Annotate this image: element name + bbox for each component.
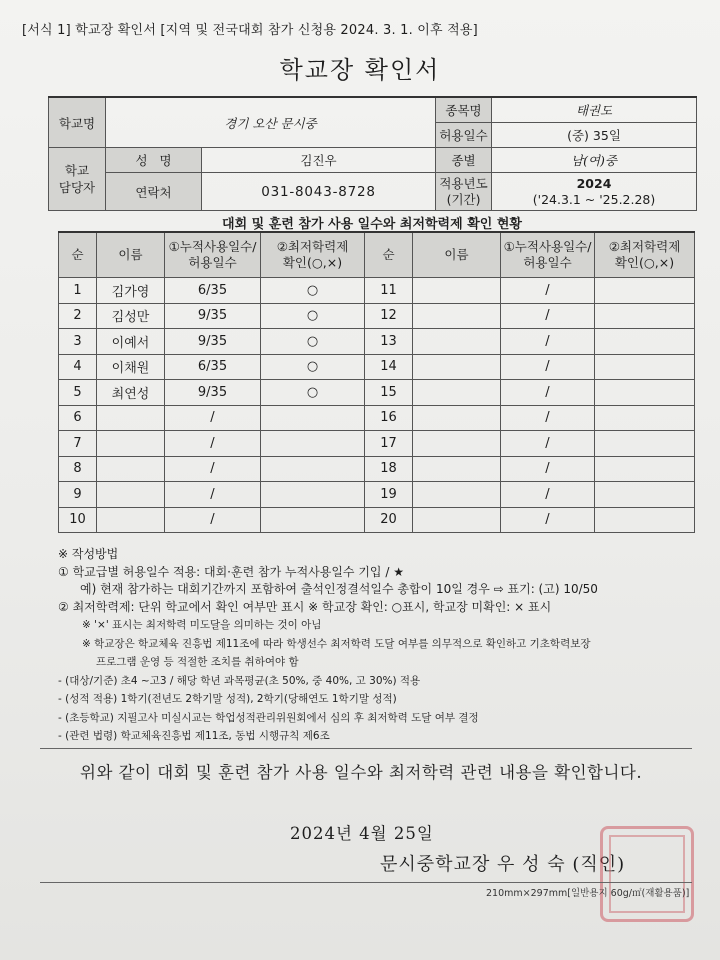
roster-check-cell bbox=[261, 456, 365, 482]
roster-table bbox=[58, 231, 695, 533]
year-label: 적용년도 (기간) bbox=[436, 173, 492, 211]
notes-heading: ※ 작성방법 bbox=[58, 547, 119, 561]
roster-name-cell bbox=[97, 431, 165, 457]
roster-name-cell bbox=[413, 380, 501, 406]
roster-no-cell: 3 bbox=[59, 329, 97, 355]
roster-no-cell: 6 bbox=[59, 405, 97, 431]
roster-check-cell bbox=[261, 431, 365, 457]
roster-header-row bbox=[59, 232, 695, 278]
roster-check-cell bbox=[595, 278, 695, 304]
roster-days-cell: 6/35 bbox=[165, 354, 261, 380]
roster-name-cell bbox=[413, 354, 501, 380]
header-name: 이름 bbox=[413, 232, 501, 278]
notes-section bbox=[58, 546, 698, 746]
roster-check-cell bbox=[261, 405, 365, 431]
roster-name-cell: 이예서 bbox=[97, 329, 165, 355]
roster-name-cell: 이채원 bbox=[97, 354, 165, 380]
roster-days-cell: / bbox=[501, 278, 595, 304]
roster-check-cell: ○ bbox=[261, 278, 365, 304]
header-no: 순 bbox=[59, 232, 97, 278]
roster-name-cell: 최연성 bbox=[97, 380, 165, 406]
roster-days-cell: / bbox=[501, 380, 595, 406]
form-tag: [서식 1] 학교장 확인서 [지역 및 전국대회 참가 신청용 2024. 3. 1. 이후 적용] bbox=[22, 23, 478, 38]
roster-days-cell: / bbox=[165, 482, 261, 508]
days-label: 허용일수 bbox=[436, 123, 492, 148]
info-table bbox=[48, 96, 697, 211]
roster-check-cell: ○ bbox=[261, 329, 365, 355]
roster-days-cell: / bbox=[501, 405, 595, 431]
roster-title: 대회 및 훈련 참가 사용 일수와 최저학력제 확인 현황 bbox=[222, 217, 522, 232]
roster-no-cell: 5 bbox=[59, 380, 97, 406]
roster-name-cell bbox=[413, 303, 501, 329]
roster-days-cell: 9/35 bbox=[165, 380, 261, 406]
roster-no-cell: 14 bbox=[365, 354, 413, 380]
roster-days-cell: / bbox=[501, 507, 595, 533]
roster-days-cell: / bbox=[165, 456, 261, 482]
issue-date: 2024년 4월 25일 bbox=[290, 824, 434, 843]
table-row bbox=[59, 278, 695, 304]
contact-label: 연락처 bbox=[106, 173, 202, 211]
roster-check-cell bbox=[595, 354, 695, 380]
roster-check-cell: ○ bbox=[261, 354, 365, 380]
roster-check-cell bbox=[595, 456, 695, 482]
days-value: (중) 35일 bbox=[492, 123, 697, 148]
teacher-label: 학교 담당자 bbox=[49, 148, 106, 211]
roster-no-cell: 13 bbox=[365, 329, 413, 355]
roster-name-cell bbox=[413, 405, 501, 431]
roster-no-cell: 16 bbox=[365, 405, 413, 431]
table-row bbox=[59, 431, 695, 457]
roster-no-cell: 18 bbox=[365, 456, 413, 482]
roster-no-cell: 12 bbox=[365, 303, 413, 329]
roster-name-cell bbox=[413, 456, 501, 482]
roster-check-cell bbox=[595, 380, 695, 406]
roster-check-cell bbox=[595, 405, 695, 431]
roster-days-cell: / bbox=[165, 405, 261, 431]
roster-days-cell: / bbox=[501, 456, 595, 482]
year-value: 2024 bbox=[576, 175, 612, 191]
period-value: ('24.3.1 ~ '25.2.28) bbox=[532, 191, 656, 207]
divider bbox=[40, 748, 692, 749]
school-value: 경기 오산 문시중 bbox=[106, 97, 436, 148]
bullet-2: - (성적 적용) 1학기(전년도 2학기말 성적), 2학기(당해연도 1학기말 성적) bbox=[58, 693, 397, 705]
bullet-1: - (대상/기준) 초4 ~고3 / 해당 학년 과목평균(초 50%, 중 40%, 고 30%) 적용 bbox=[58, 674, 421, 687]
contact-value: 031-8043-8728 bbox=[202, 173, 436, 211]
note-2: ② 최저학력제: 단위 학교에서 확인 여부만 표시 ※ 학교장 확인: ○표시, 학교장 미확인: × 표시 bbox=[58, 599, 552, 614]
roster-name-cell bbox=[97, 482, 165, 508]
roster-no-cell: 4 bbox=[59, 354, 97, 380]
roster-days-cell: / bbox=[501, 329, 595, 355]
table-row bbox=[59, 303, 695, 329]
note-1: ① 학교급별 허용일수 적용: 대회·훈련 참가 누적사용일수 기입 / ★ bbox=[58, 564, 404, 579]
table-row bbox=[59, 380, 695, 406]
header-days: ①누적사용일수/ 허용일수 bbox=[165, 232, 261, 278]
divider bbox=[40, 882, 692, 883]
roster-check-cell bbox=[261, 482, 365, 508]
table-row bbox=[59, 482, 695, 508]
header-check: ②최저학력제 확인(○,×) bbox=[261, 232, 365, 278]
gender-value: 남(여)중 bbox=[492, 148, 697, 173]
roster-check-cell bbox=[595, 431, 695, 457]
table-row bbox=[59, 329, 695, 355]
roster-check-cell: ○ bbox=[261, 303, 365, 329]
roster-name-cell: 김가영 bbox=[97, 278, 165, 304]
roster-name-cell bbox=[97, 507, 165, 533]
roster-no-cell: 2 bbox=[59, 303, 97, 329]
roster-check-cell bbox=[595, 482, 695, 508]
roster-days-cell: 9/35 bbox=[165, 303, 261, 329]
roster-no-cell: 17 bbox=[365, 431, 413, 457]
roster-days-cell: / bbox=[501, 354, 595, 380]
sub-note-1: ※ '×' 표시는 최저학력 미도달을 의미하는 것이 아님 bbox=[82, 619, 322, 631]
table-row bbox=[59, 507, 695, 533]
bullet-3: - (초등학교) 지필고사 미실시교는 학업성적관리위원회에서 심의 후 최저학력 도달 여부 결정 bbox=[58, 711, 479, 724]
event-value: 태권도 bbox=[492, 97, 697, 123]
roster-days-cell: / bbox=[165, 507, 261, 533]
roster-no-cell: 20 bbox=[365, 507, 413, 533]
signer: 문시중학교장 우 성 숙 (직인) bbox=[380, 854, 626, 875]
note-1-example: 예) 현재 참가하는 대회기간까지 포함하여 출석인정결석일수 총합이 10일 경우 ⇨ 표기: (고) 10/50 bbox=[80, 582, 598, 596]
roster-no-cell: 7 bbox=[59, 431, 97, 457]
table-row bbox=[59, 405, 695, 431]
roster-name-cell bbox=[413, 507, 501, 533]
header-no: 순 bbox=[365, 232, 413, 278]
sub-note-2-cont: 프로그램 운영 등 적절한 조치를 취하여야 함 bbox=[96, 656, 299, 668]
roster-days-cell: / bbox=[501, 431, 595, 457]
roster-check-cell bbox=[595, 303, 695, 329]
roster-name-cell bbox=[413, 278, 501, 304]
header-name: 이름 bbox=[97, 232, 165, 278]
roster-check-cell: ○ bbox=[261, 380, 365, 406]
school-label: 학교명 bbox=[49, 97, 106, 148]
roster-check-cell bbox=[595, 329, 695, 355]
roster-days-cell: / bbox=[501, 482, 595, 508]
roster-no-cell: 15 bbox=[365, 380, 413, 406]
sub-note-2: ※ 학교장은 학교체육 진흥법 제11조에 따라 학생선수 최저학력 도달 여부를 의무적으로 확인하고 기초학력보장 bbox=[82, 637, 591, 650]
name-value: 김진우 bbox=[202, 148, 436, 173]
roster-name-cell bbox=[413, 329, 501, 355]
roster-days-cell: / bbox=[501, 303, 595, 329]
event-label: 종목명 bbox=[436, 97, 492, 123]
name-label: 성 명 bbox=[106, 148, 202, 173]
official-seal-icon bbox=[600, 826, 694, 922]
roster-check-cell bbox=[595, 507, 695, 533]
roster-check-cell bbox=[261, 507, 365, 533]
gender-label: 종별 bbox=[436, 148, 492, 173]
roster-no-cell: 11 bbox=[365, 278, 413, 304]
roster-name-cell bbox=[97, 456, 165, 482]
roster-no-cell: 8 bbox=[59, 456, 97, 482]
roster-name-cell bbox=[97, 405, 165, 431]
bullet-4: - (관련 법령) 학교체육진흥법 제11조, 동법 시행규칙 제6조 bbox=[58, 730, 330, 742]
roster-days-cell: / bbox=[165, 431, 261, 457]
roster-days-cell: 9/35 bbox=[165, 329, 261, 355]
paper-spec: 210mm×297mm[일반용지 60g/㎡(재활용품)] bbox=[486, 888, 690, 899]
header-days: ①누적사용일수/ 허용일수 bbox=[501, 232, 595, 278]
roster-name-cell: 김성만 bbox=[97, 303, 165, 329]
table-row bbox=[59, 354, 695, 380]
roster-name-cell bbox=[413, 482, 501, 508]
table-row bbox=[59, 456, 695, 482]
header-check: ②최저학력제 확인(○,×) bbox=[595, 232, 695, 278]
roster-name-cell bbox=[413, 431, 501, 457]
roster-days-cell: 6/35 bbox=[165, 278, 261, 304]
roster-no-cell: 1 bbox=[59, 278, 97, 304]
roster-no-cell: 10 bbox=[59, 507, 97, 533]
year-cell bbox=[492, 173, 697, 211]
roster-no-cell: 19 bbox=[365, 482, 413, 508]
page-title: 학교장 확인서 bbox=[279, 56, 441, 84]
roster-no-cell: 9 bbox=[59, 482, 97, 508]
confirm-text: 위와 같이 대회 및 훈련 참가 사용 일수와 최저학력 관련 내용을 확인합니다. bbox=[80, 763, 643, 782]
